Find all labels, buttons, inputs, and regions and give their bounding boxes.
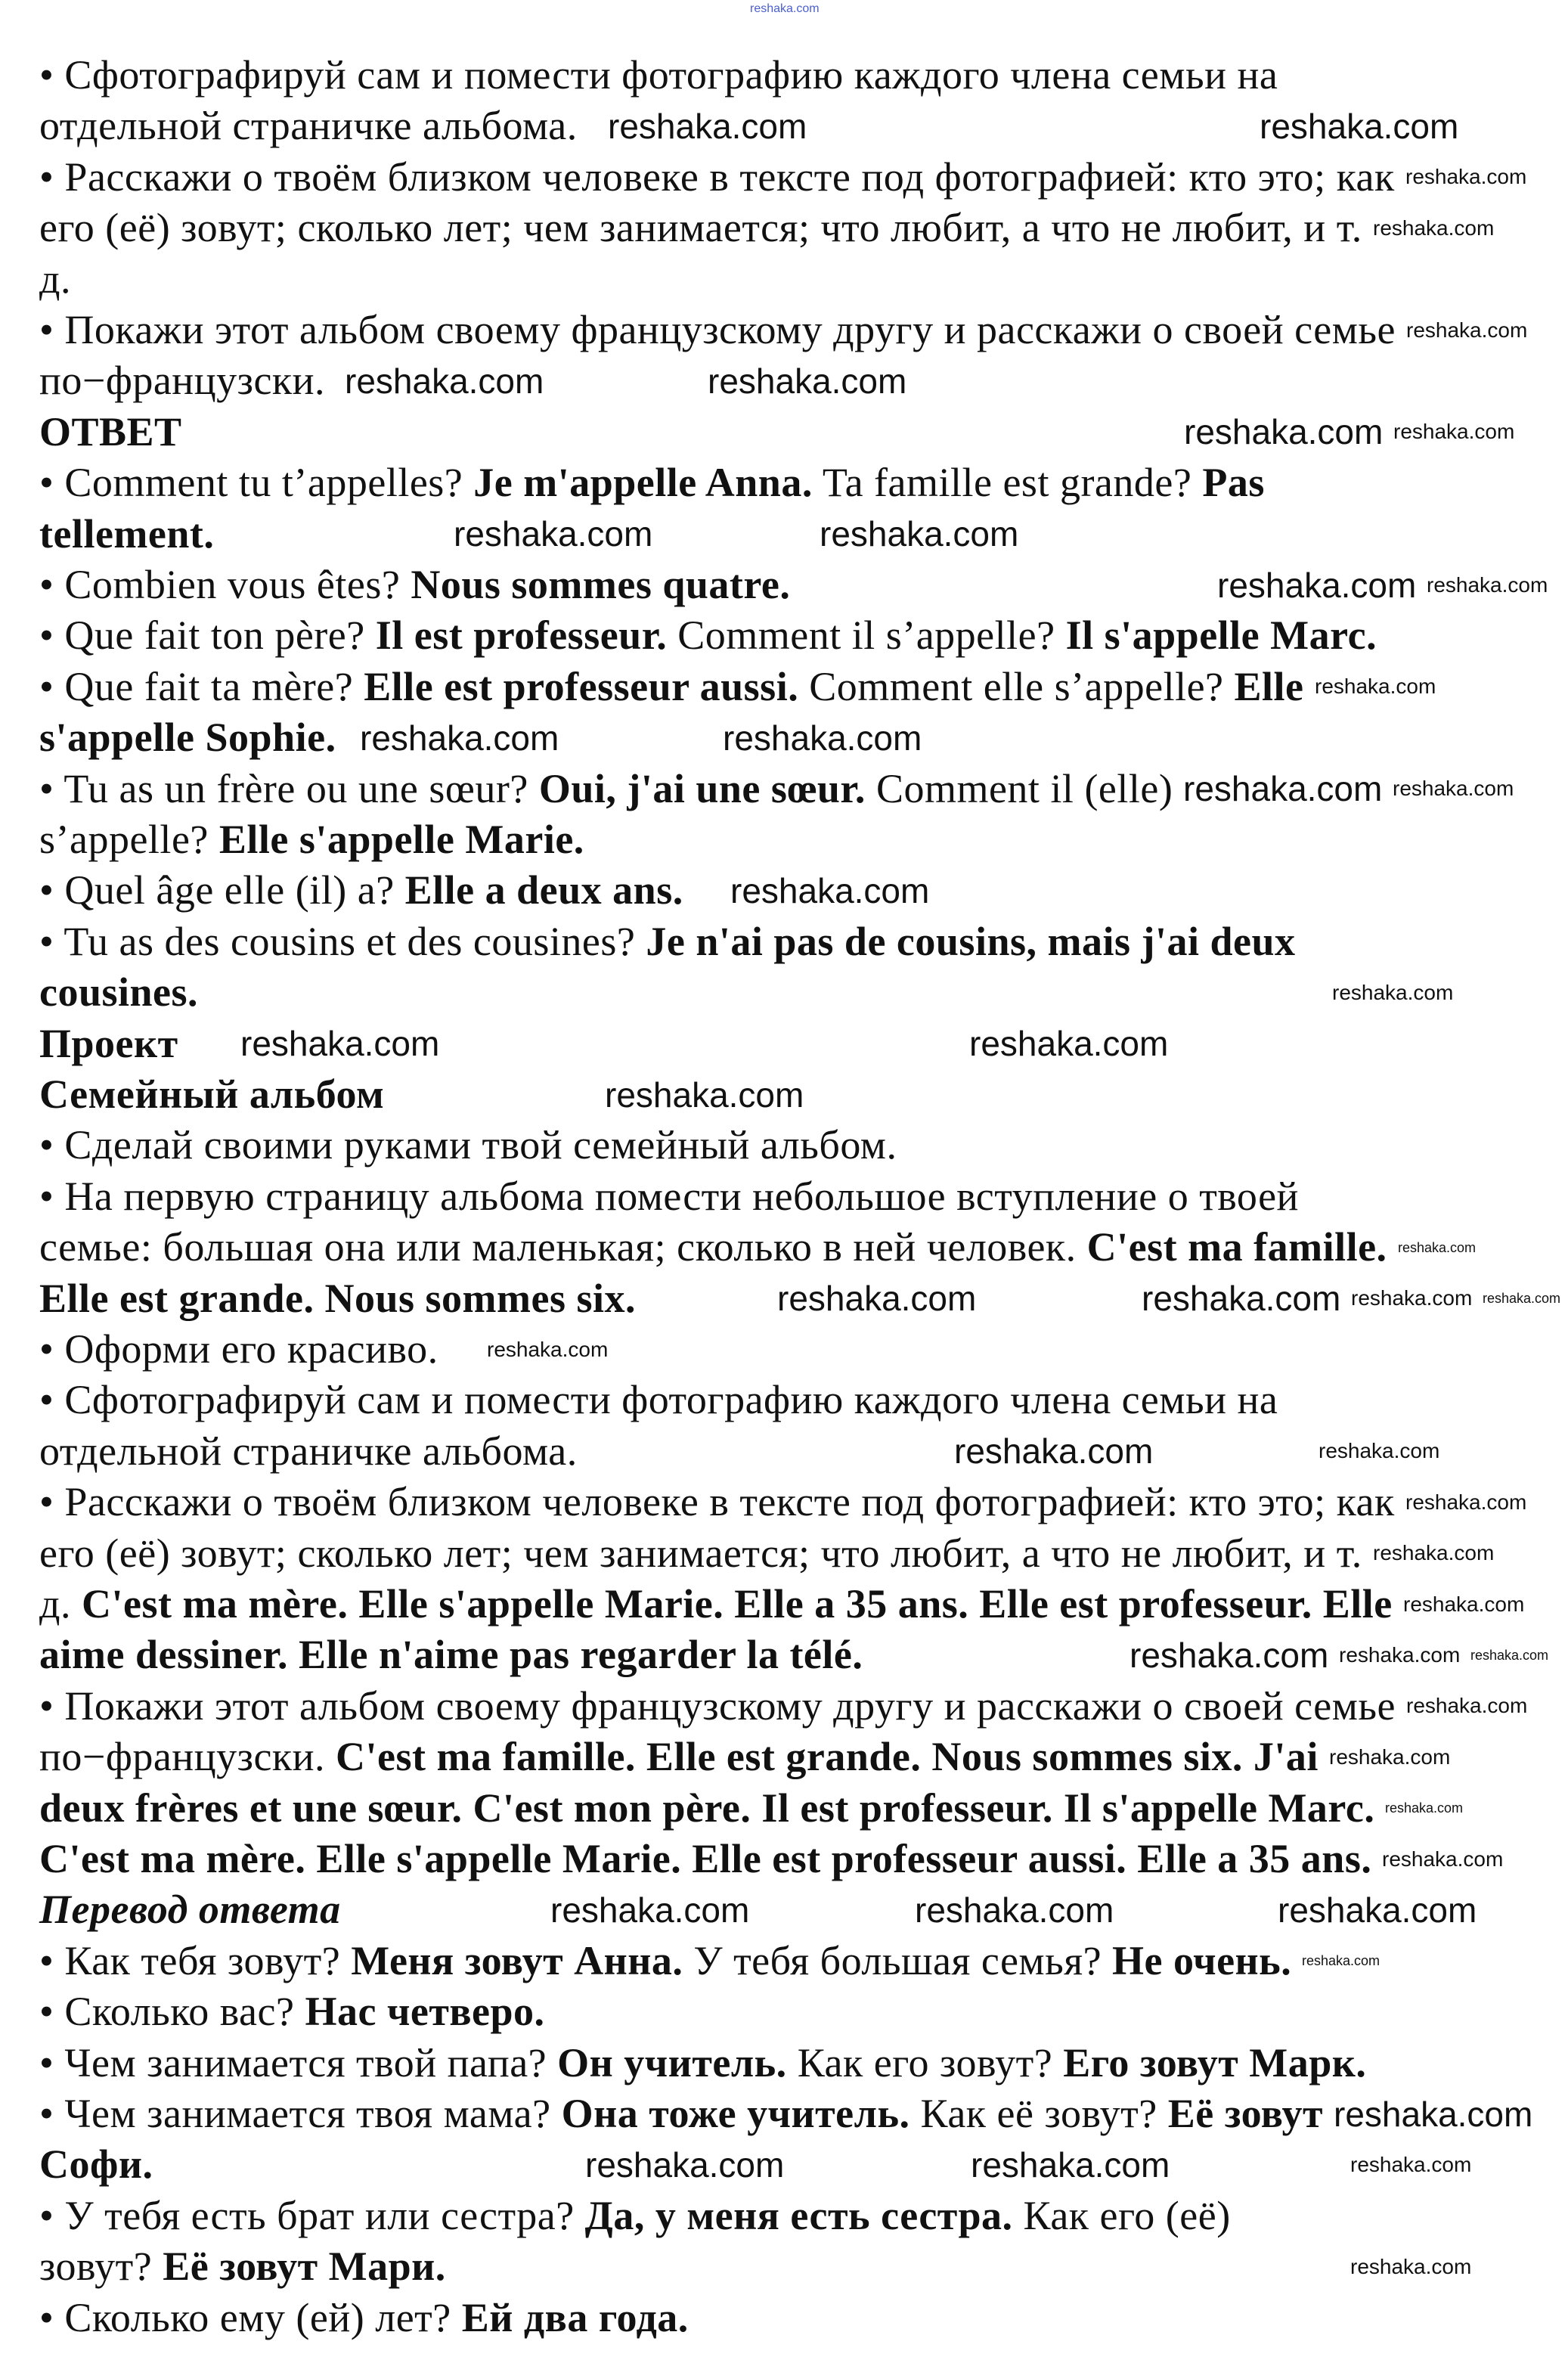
- text-run: Как её зовут?: [910, 2091, 1168, 2136]
- bold-text-run: Она тоже учитель.: [561, 2091, 910, 2136]
- text-run: Как его зовут?: [786, 2039, 1064, 2085]
- text-run: У тебя большая семья?: [683, 1937, 1113, 1983]
- watermark: reshaka.com: [1350, 2254, 1472, 2278]
- text-run: его (её) зовут; сколько лет; чем занимается; что любит, а что не любит, и т.: [39, 205, 1362, 251]
- text-line: [39, 1936, 1291, 1986]
- text-line: [39, 560, 790, 610]
- watermark: reshaka.com: [1373, 216, 1495, 240]
- bold-text-run: Не очень.: [1112, 1937, 1292, 1983]
- bold-text-run: Il est professeur.: [375, 612, 668, 659]
- watermark: reshaka.com: [708, 361, 907, 401]
- watermark: reshaka.com: [608, 106, 807, 146]
- watermark: reshaka.com: [1332, 980, 1454, 1004]
- text-line: [39, 2293, 689, 2343]
- text-line: [39, 1630, 863, 1680]
- text-line: [39, 1783, 1374, 1834]
- watermark: reshaka.com: [1260, 106, 1459, 146]
- text-run: Comment elle s’appelle?: [798, 663, 1235, 709]
- text-line: [39, 1986, 545, 2037]
- watermark: reshaka.com: [1403, 1592, 1525, 1616]
- watermark: reshaka.com: [1339, 1642, 1461, 1667]
- watermark: reshaka.com: [730, 870, 930, 910]
- text-run: • Как тебя зовут?: [39, 1937, 352, 1983]
- text-run: • Tu as un frère ou une sœur?: [39, 765, 539, 811]
- watermark: reshaka.com: [1382, 1847, 1504, 1871]
- text-run: • Чем занимается твоя мама?: [39, 2091, 562, 2136]
- text-run: • Расскажи о твоём близком человеке в тексте под фотографией: кто это; как: [39, 1479, 1395, 1525]
- text-line: [39, 1273, 636, 1324]
- watermark: reshaka.com: [1406, 318, 1528, 342]
- text-line: [39, 2139, 153, 2190]
- text-run: • На первую страницу альбома помести небольшое вступление о твоей: [39, 1173, 1299, 1219]
- watermark: reshaka.com: [777, 1279, 977, 1319]
- text-run: • Сфотографируй сам и помести фотографию каждого члена семьи на: [39, 52, 1278, 98]
- bold-text-run: ОТВЕТ: [39, 408, 182, 454]
- text-line: [39, 1324, 438, 1375]
- text-line: [39, 1884, 341, 1935]
- watermark: reshaka.com: [954, 1431, 1154, 1471]
- watermark: reshaka.com: [1427, 572, 1548, 597]
- bold-text-run: aime dessiner. Elle n'aime pas regarder la télé.: [39, 1632, 863, 1678]
- bold-text-run: Софи.: [39, 2141, 153, 2188]
- text-run: отдельной страничке альбома.: [39, 103, 578, 149]
- watermark: reshaka.com: [487, 1337, 609, 1361]
- watermark: reshaka.com: [240, 1024, 440, 1064]
- text-run: Ta famille est grande?: [812, 460, 1203, 506]
- text-line: [39, 967, 198, 1018]
- bold-text-run: Je n'ai pas de cousins, mais j'ai deux: [646, 918, 1296, 964]
- text-run: д.: [39, 1581, 82, 1627]
- text-line: [39, 814, 584, 865]
- bold-text-run: deux frères et une sœur. C'est mon père. Il est professeur. Il s'appelle Marc.: [39, 1785, 1375, 1831]
- watermark: reshaka.com: [454, 514, 653, 554]
- text-run: Как его (её): [1012, 2192, 1231, 2238]
- text-run: • Оформи его красиво.: [39, 1326, 438, 1372]
- text-run: Comment il (elle): [865, 765, 1173, 811]
- watermark: reshaka.com: [1278, 1890, 1477, 1930]
- watermark: reshaka.com: [971, 2144, 1170, 2185]
- text-run: отдельной страничке альбома.: [39, 1428, 578, 1474]
- watermark: reshaka.com: [1385, 1800, 1464, 1816]
- text-run: • Покажи этот альбом своему французскому другу и расскажи о своей семье: [39, 1682, 1396, 1729]
- watermark: reshaka.com: [1319, 1439, 1440, 1463]
- watermark: reshaka.com: [1406, 1694, 1528, 1718]
- text-run: его (её) зовут; сколько лет; чем занимается; что любит, а что не любит, и т.: [39, 1530, 1362, 1576]
- bold-text-run: Je m'appelle Anna.: [473, 460, 813, 506]
- watermark: reshaka.com: [1393, 420, 1515, 444]
- text-run: д.: [39, 256, 71, 302]
- text-line: [39, 355, 325, 406]
- bold-text-run: Проект: [39, 1020, 178, 1066]
- text-run: по−французски.: [39, 358, 326, 404]
- bold-text-run: Меня зовут Анна.: [351, 1937, 683, 1983]
- text-run: • Que fait ton père?: [39, 612, 376, 659]
- text-run: • Покажи этот альбом своему французскому другу и расскажи о своей семье: [39, 307, 1396, 352]
- watermark: reshaka.com: [550, 1890, 750, 1930]
- text-line: [39, 1477, 1395, 1527]
- text-line: [39, 1120, 897, 1171]
- bold-text-run: Ей два года.: [461, 2294, 689, 2340]
- watermark: reshaka.com: [1130, 1635, 1329, 1675]
- text-run: • Сделай своими руками твой семейный альбом.: [39, 1122, 897, 1168]
- text-line: [39, 1426, 578, 1477]
- text-line: [39, 1222, 1387, 1273]
- bold-text-run: Семейный альбом: [39, 1071, 385, 1117]
- watermark: reshaka.com: [1393, 777, 1514, 801]
- bold-text-run: Nous sommes quatre.: [411, 562, 791, 607]
- watermark: reshaka.com: [1334, 2094, 1533, 2134]
- bold-text-run: Oui, j'ai une sœur.: [538, 765, 866, 811]
- watermark: reshaka.com: [915, 1890, 1114, 1930]
- text-run: • Расскажи о твоём близком человеке в тексте под фотографией: кто это; как: [39, 154, 1395, 200]
- watermark: reshaka.com: [360, 718, 559, 758]
- watermark: reshaka.com: [1142, 1279, 1341, 1319]
- watermark: reshaka.com: [1329, 1744, 1451, 1769]
- text-line: [39, 305, 1396, 355]
- watermark: reshaka.com: [345, 361, 544, 401]
- watermark: reshaka.com: [969, 1024, 1169, 1064]
- bold-text-run: Elle: [1234, 663, 1304, 709]
- text-line: [39, 1579, 1393, 1630]
- text-line: [39, 764, 1173, 814]
- text-line: [39, 50, 1278, 101]
- text-line: [39, 2241, 446, 2292]
- text-line: [39, 1171, 1299, 1222]
- text-run: • Сколько вас?: [39, 1989, 305, 2035]
- bold-text-run: Да, у меня есть сестра.: [584, 2192, 1013, 2238]
- bold-text-run: s'appelle Sophie.: [39, 715, 336, 761]
- text-run: • Сфотографируй сам и помести фотографию каждого члена семьи на: [39, 1377, 1278, 1423]
- bold-text-run: cousines.: [39, 969, 199, 1016]
- text-line: [39, 254, 71, 305]
- bold-text-run: C'est ma mère. Elle s'appelle Marie. Elle est professeur aussi. Elle a 35 ans.: [39, 1836, 1372, 1881]
- watermark: reshaka.com: [585, 2144, 785, 2185]
- bold-text-run: Его зовут Марк.: [1063, 2039, 1367, 2085]
- watermark: reshaka.com: [1351, 1286, 1473, 1310]
- text-run: Comment il s’appelle?: [667, 612, 1066, 659]
- bold-text-run: tellement.: [39, 510, 215, 557]
- bold-text-run: Нас четверо.: [305, 1989, 545, 2035]
- watermark: reshaka.com: [1217, 565, 1417, 605]
- watermark: reshaka.com: [1183, 769, 1383, 809]
- text-run: • Tu as des cousins et des cousines?: [39, 918, 646, 964]
- text-run: семье: большая она или маленькая; сколько в ней человек.: [39, 1224, 1087, 1270]
- text-line: [39, 662, 1304, 712]
- text-line: [39, 203, 1362, 253]
- text-run: по−французски.: [39, 1734, 336, 1780]
- watermark: reshaka.com: [1350, 2152, 1472, 2176]
- bold-text-run: Il s'appelle Marc.: [1065, 612, 1377, 659]
- watermark: reshaka.com: [1315, 674, 1436, 699]
- watermark: reshaka.com: [1405, 165, 1527, 189]
- text-run: • Чем занимается твой папа?: [39, 2039, 558, 2085]
- text-line: [39, 152, 1395, 203]
- bold-text-run: C'est ma mère. Elle s'appelle Marie. Elle a 35 ans. Elle est professeur. Elle: [81, 1581, 1393, 1627]
- text-line: [39, 457, 1265, 508]
- watermark: reshaka.com: [1470, 1647, 1549, 1663]
- bold-text-run: Pas: [1202, 460, 1265, 506]
- bold-text-run: Он учитель.: [557, 2039, 787, 2085]
- bold-text-run: Её зовут: [1167, 2091, 1324, 2136]
- watermark: reshaka.com: [1302, 1953, 1381, 1969]
- watermark: reshaka.com: [750, 2, 820, 15]
- watermark: reshaka.com: [605, 1075, 804, 1115]
- text-line: [39, 2038, 1366, 2089]
- text-line: [39, 1681, 1396, 1732]
- text-line: [39, 1834, 1371, 1884]
- watermark: reshaka.com: [1398, 1239, 1477, 1255]
- text-line: [39, 509, 214, 560]
- text-run: • У тебя есть брат или сестра?: [39, 2192, 585, 2238]
- text-run: s’appelle?: [39, 817, 219, 862]
- text-line: [39, 610, 1377, 661]
- text-run: • Que fait ta mère?: [39, 663, 364, 709]
- text-run: • Combien vous êtes?: [39, 562, 411, 607]
- bold-text-run: Перевод ответа: [39, 1887, 341, 1933]
- text-line: [39, 712, 336, 763]
- text-line: [39, 1019, 178, 1069]
- watermark: reshaka.com: [1373, 1541, 1495, 1565]
- text-line: [39, 101, 578, 151]
- text-line: [39, 407, 182, 457]
- watermark: reshaka.com: [1405, 1490, 1527, 1514]
- text-run: • Comment tu t’appelles?: [39, 460, 474, 506]
- text-run: • Сколько ему (ей) лет?: [39, 2294, 462, 2340]
- bold-text-run: C'est ma famille.: [1086, 1224, 1387, 1270]
- text-line: [39, 2191, 1231, 2241]
- watermark: reshaka.com: [820, 514, 1019, 554]
- text-run: зовут?: [39, 2244, 163, 2290]
- bold-text-run: C'est ma famille. Elle est grande. Nous sommes six. J'ai: [336, 1734, 1319, 1780]
- bold-text-run: Elle est professeur aussi.: [364, 663, 799, 709]
- watermark: reshaka.com: [1483, 1291, 1561, 1307]
- text-line: [39, 1375, 1278, 1425]
- text-line: [39, 1069, 384, 1120]
- text-line: [39, 2089, 1323, 2139]
- text-run: • Quel âge elle (il) a?: [39, 867, 405, 913]
- watermark: reshaka.com: [1184, 412, 1384, 452]
- text-line: [39, 865, 683, 916]
- text-line: [39, 1528, 1362, 1579]
- text-line: [39, 916, 1296, 967]
- text-line: [39, 1732, 1319, 1782]
- bold-text-run: Elle est grande. Nous sommes six.: [39, 1275, 636, 1321]
- bold-text-run: Её зовут Мари.: [163, 2244, 446, 2290]
- bold-text-run: Elle s'appelle Marie.: [218, 817, 584, 862]
- watermark: reshaka.com: [723, 718, 922, 758]
- bold-text-run: Elle a deux ans.: [404, 867, 683, 913]
